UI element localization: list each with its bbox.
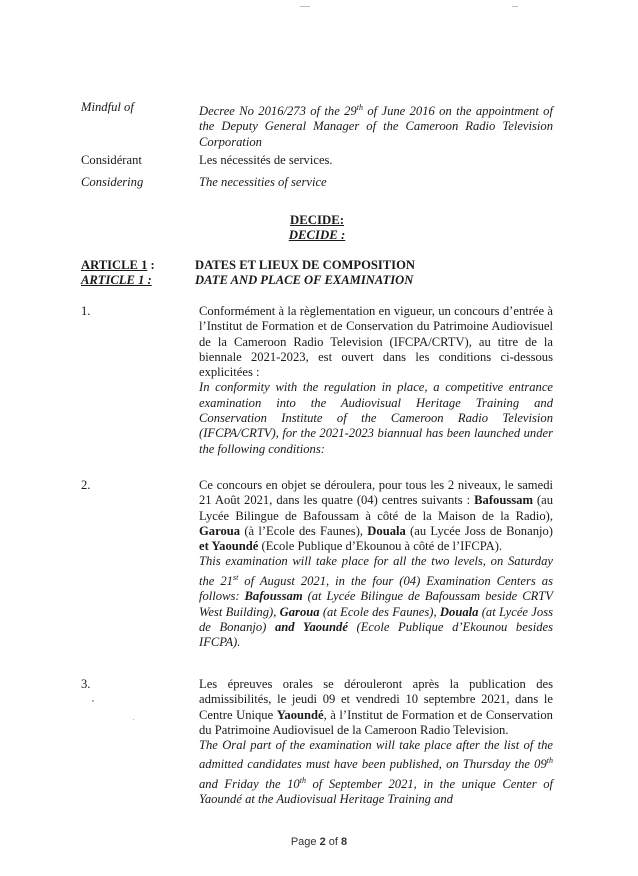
article-label-en: ARTICLE 1 : — [81, 273, 152, 288]
paragraph-2-en: This examination will take place for all the two levels, on Saturday the 21st of August 2021, in the four (04) Examination Centers as follows: Bafoussam (at Lycée Bilingue de Bafoussam beside CRTV West Building), Garoua (at Ecole des Faunes), Douala (at Lycée Joss de Bonanjo) and Yaoundé (Ecole Publique d’Ekounou besides IFCPA). — [199, 554, 554, 650]
paragraph-number: 3. — [81, 677, 91, 691]
scan-speck — [92, 700, 94, 702]
preamble-text-considerant: Les nécessités de services. — [199, 153, 333, 167]
paragraph-1-fr: Conformément à la règlementation en vigueur, un concours d’entrée à l’Institut de Formation et de Conservation du Patrimoine Audiovisuel de la Cameroon Radio Television (IFCPA/CRTV), au titre de la biennale 2021-2023, est ouvert dans les conditions ci-dessous explicitées : — [199, 304, 553, 380]
article-label-fr: ARTICLE 1 — [81, 258, 148, 272]
article-title-en: DATE AND PLACE OF EXAMINATION — [195, 273, 414, 288]
article-title — [195, 258, 415, 289]
decide-heading-en: DECIDE : — [288, 228, 346, 242]
preamble-text-mindful: Decree No 2016/273 of the 29th of June 2016 on the appointment of the Deputy General Manager of the Cameroon Radio Television Corporation — [199, 103, 553, 149]
paragraph-3-fr: Les épreuves orales se dérouleront après la publication des admissibilités, le jeudi 09 et vendredi 10 septembre 2021, dans le Centre Unique Yaoundé, à l’Institut de Formation et de Conservation du Patrimoine Audiovisuel de la Cameroon Radio Television. — [199, 677, 553, 737]
preamble-label-mindful: Mindful of — [81, 100, 134, 114]
scan-speck — [133, 719, 134, 720]
paragraph-2 — [199, 478, 553, 650]
paragraph-3 — [199, 677, 553, 808]
article-label — [81, 258, 155, 289]
decide-heading-fr: DECIDE: — [289, 213, 345, 227]
paragraph-1-en: In conformity with the regulation in place, a competitive entrance examination into the Audiovisual Heritage Training and Conservation Institute of the Cameroon Radio Television (IFCPA/CRTV), for the 2021-2023 biannual has been launched under the following conditions: — [199, 380, 553, 456]
page-total: 8 — [341, 836, 348, 848]
paragraph-number: 1. — [81, 304, 91, 318]
paragraph-1 — [199, 304, 553, 457]
paragraph-number: 2. — [81, 478, 91, 492]
scan-mark — [300, 6, 310, 7]
paragraph-2-fr: Ce concours en objet se déroulera, pour tous les 2 niveaux, le samedi 21 Août 2021, dans les quatre (04) centres suivants : Bafoussam (au Lycée Bilingue de Bafoussam à côté de la Maison de la Radio), Garoua (à l’Ecole des Faunes), Douala (au Lycée Joss de Bonanjo) et Yaoundé (Ecole Publique d’Ekounou à côté de l’IFCPA). — [199, 478, 553, 554]
page-current: 2 — [319, 836, 326, 848]
paragraph-3-en: The Oral part of the examination will take place after the list of the admitted candidates must have been published, on Thursday the 09th and Friday the 10th of September 2021, in the unique Center of Yaoundé at the Audiovisual Heritage Training and — [199, 738, 553, 807]
article-title-fr: DATES ET LIEUX DE COMPOSITION — [195, 258, 415, 272]
preamble-label-considering: Considering — [81, 175, 144, 189]
preamble-label-considerant: Considérant — [81, 153, 142, 167]
scan-mark — [512, 6, 518, 7]
page-footer: Page 2 of 8 — [290, 836, 348, 848]
preamble-text-considering: The necessities of service — [199, 175, 327, 189]
article-label-sep: : — [147, 258, 155, 272]
